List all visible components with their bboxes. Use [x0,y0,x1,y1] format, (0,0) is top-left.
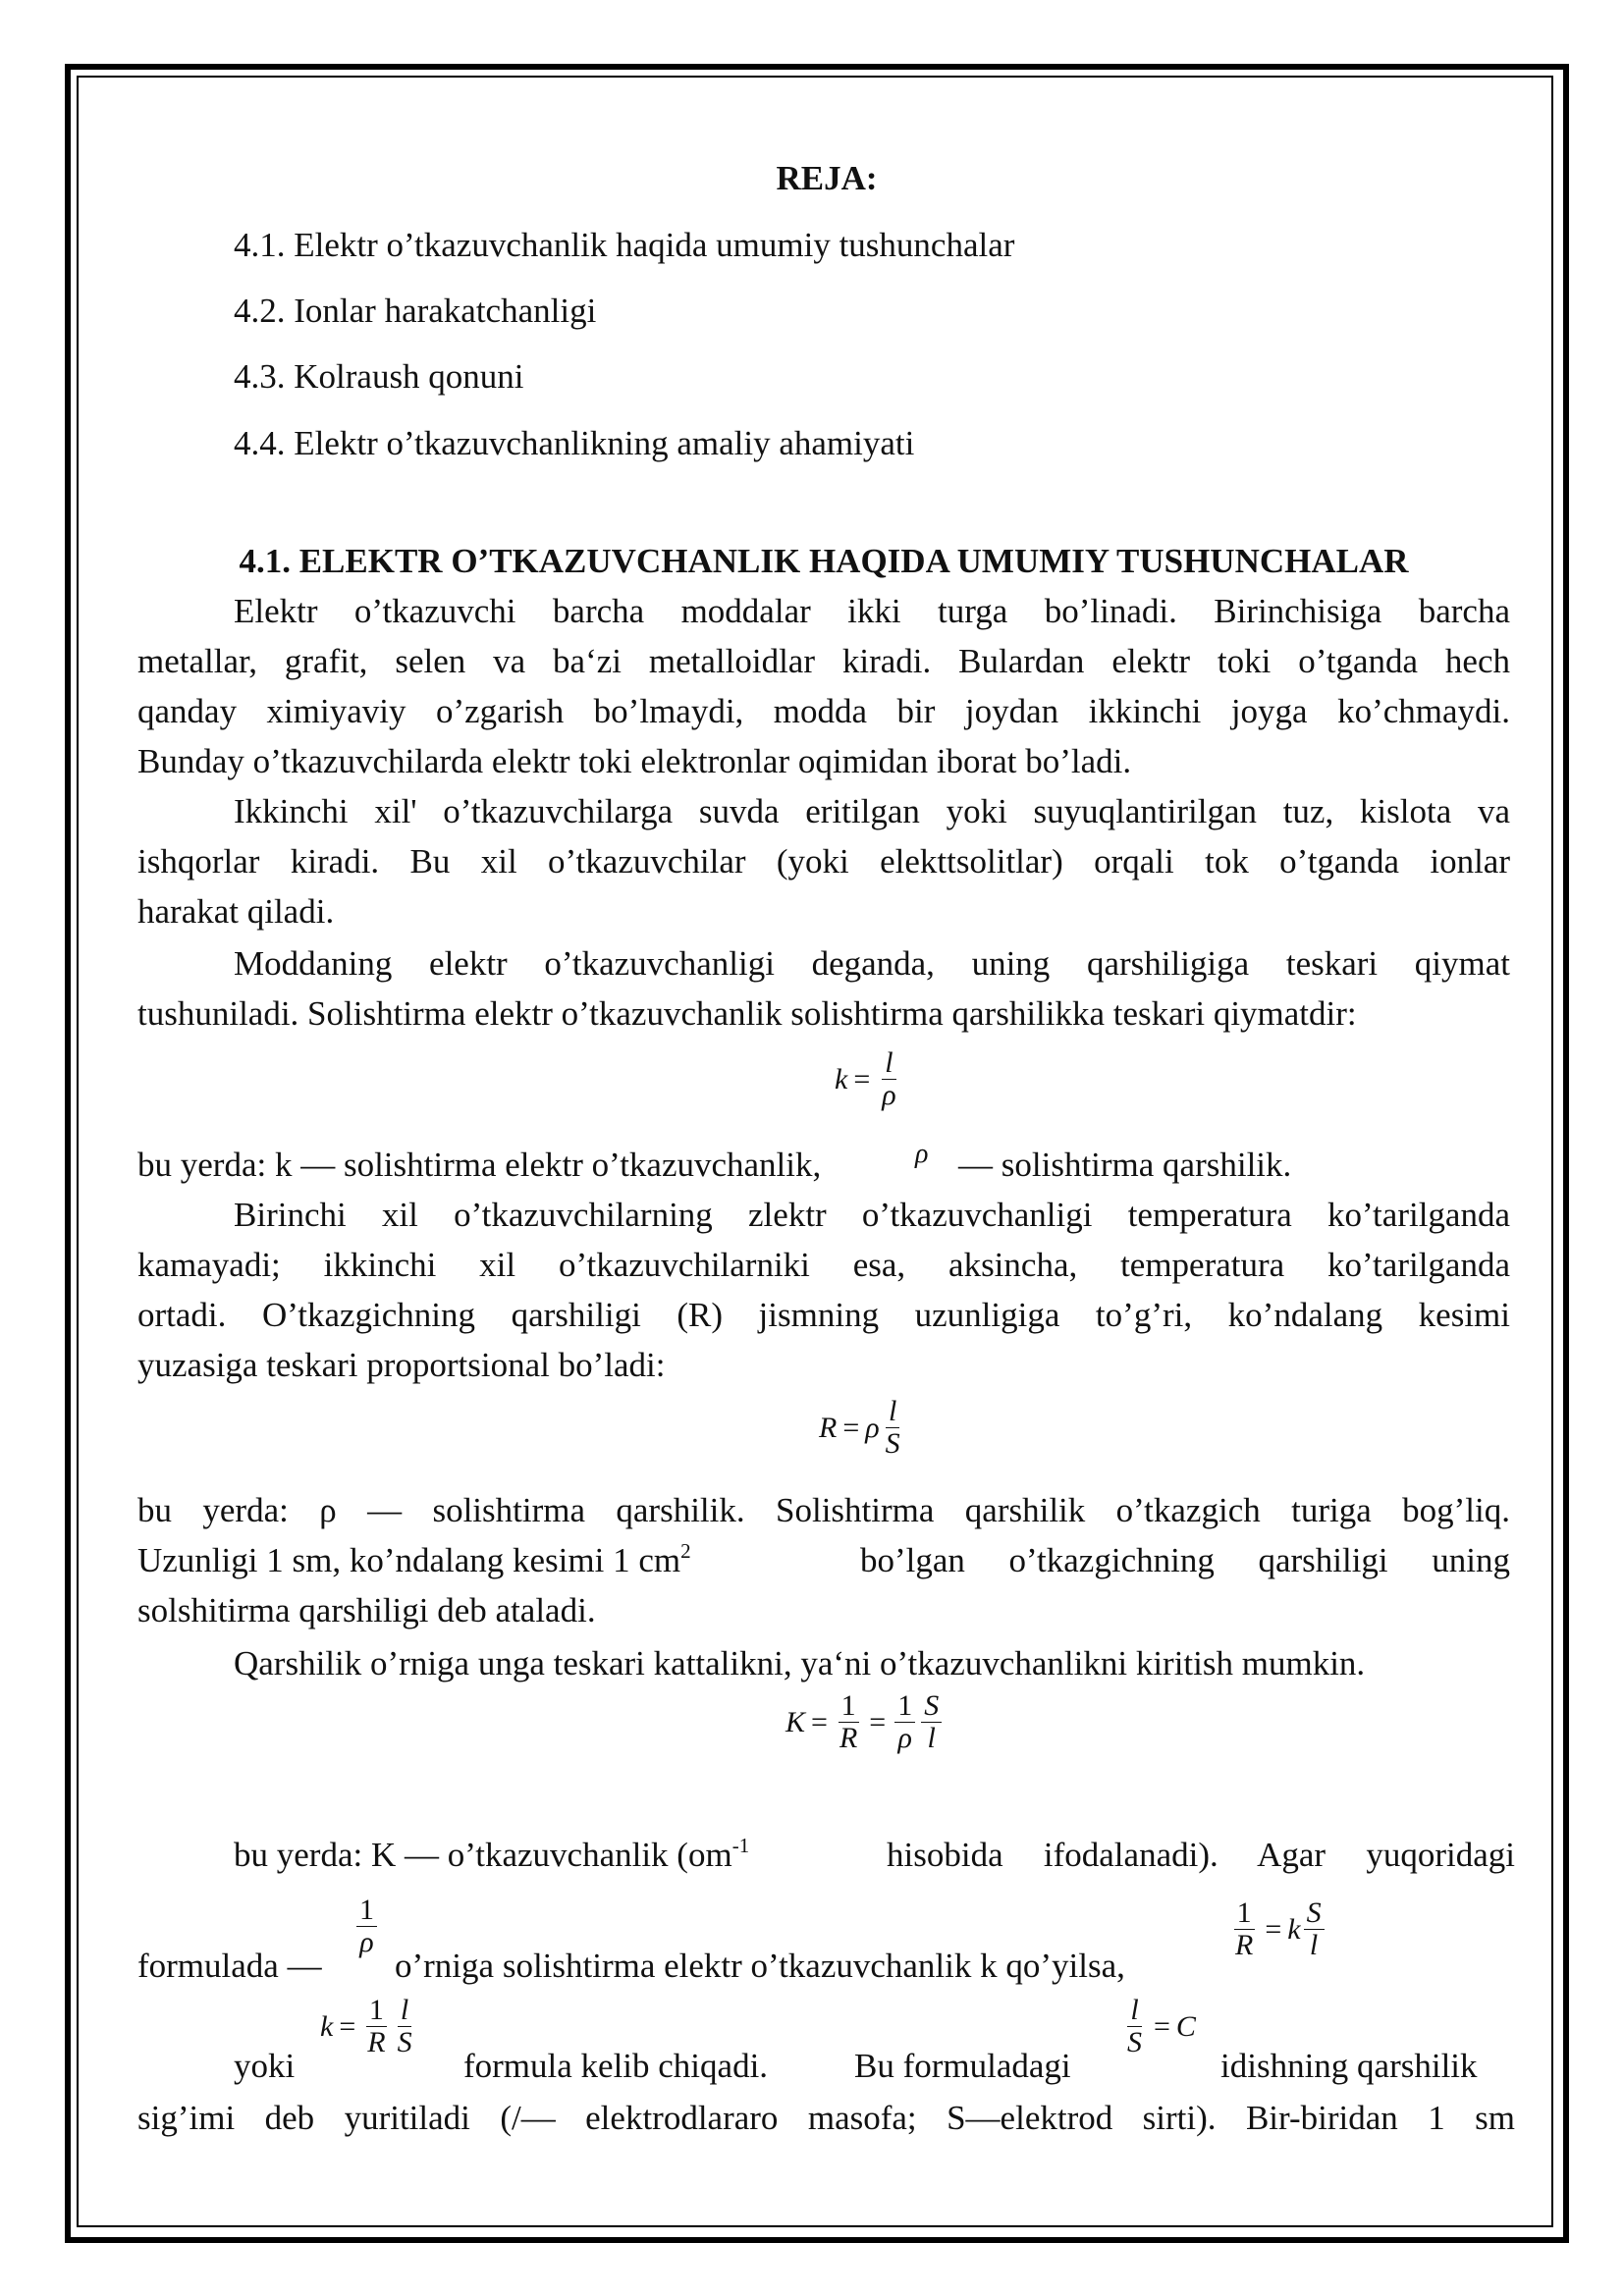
paragraph-line: sig’imi deb yuritiladi (/— elektrodlararo masofa; S—elektrod sirti). Bir-biridan 1 sm [137,2099,1515,2137]
formula-conductance [785,1690,945,1754]
fraction-denominator: S [1127,2026,1142,2058]
paragraph-line: tushuniladi. Solishtirma elektr o’tkazuvchanlik solishtirma qarshilikka teskari qiymatdir: [137,994,1357,1033]
superscript-2: 2 [680,1539,691,1563]
fraction [1304,1897,1325,1961]
fraction [1232,1897,1256,1961]
fraction-denominator: ρ [359,1926,374,1958]
paragraph-line: kamayadi; ikkinchi xil o’tkazuvchilarniki esa, aksincha, temperatura ko’tarilganda [137,1246,1510,1284]
text-segment: bu yerda: K — o’tkazuvchanlik (om [234,1836,732,1874]
fraction [395,1995,415,2058]
fraction-denominator: R [367,2026,386,2058]
fraction [921,1690,942,1754]
formula-one-over-r-equals-k-s-over-l [1229,1897,1327,1961]
paragraph-line: Birinchi xil o’tkazuvchilarning zlektr o’tkazuvchanligi temperatura ko’tarilganda [234,1196,1510,1234]
fraction-numerator: l [1127,1995,1141,2027]
formula-operator: = [869,1705,887,1738]
formula-symbol: k [320,2009,334,2043]
fraction [837,1690,860,1754]
formula-operator: = [842,1411,860,1444]
fraction-denominator: S [397,2026,412,2058]
rho-symbol: ρ [915,1139,929,1169]
paragraph-line-part [137,1539,691,1586]
paragraph-line-part: formulada — [137,1947,322,1985]
fraction-numerator: 1 [1234,1897,1255,1930]
fraction-numerator: 1 [366,1995,387,2027]
paragraph-line: harakat qiladi. [137,892,335,931]
formula-r-equals-rho-l-over-s [819,1396,906,1460]
paragraph-line: Bunday o’tkazuvchilarda elektr toki elektronlar oqimidan iborat bo’ladi. [137,742,1132,780]
fraction-denominator: S [885,1427,900,1460]
fraction-numerator: 1 [894,1690,915,1723]
formula-symbol: k [835,1062,848,1095]
paragraph-line-part: formula kelib chiqadi. [463,2047,769,2085]
paragraph-line: ortadi. O’tkazgichning qarshiligi (R) jismning uzunligiga to’g’ri, ko’ndalang kesimi [137,1296,1510,1334]
formula-symbol: K [785,1705,806,1738]
fraction-numerator: 1 [356,1895,377,1927]
fraction [883,1396,903,1460]
plan-item: 4.2. Ionlar harakatchanligi [234,292,597,330]
formula-symbol: C [1175,2009,1196,2043]
fraction-numerator: S [1304,1897,1325,1930]
paragraph-line: — solishtirma qarshilik. [958,1146,1292,1184]
fraction [894,1690,915,1754]
paragraph-line-part: o’rniga solishtirma elektr o’tkazuvchanlik k qo’yilsa, [395,1947,1125,1985]
paragraph-line: metallar, grafit, selen va ba‘zi metalloidlar kiradi. Bulardan elektr toki o’tganda hech [137,642,1510,680]
formula-operator: = [811,1705,828,1738]
formula-symbol: R [819,1411,838,1444]
superscript-minus-1: -1 [731,1834,750,1857]
fraction [1124,1995,1145,2058]
fraction-denominator: ρ [882,1079,896,1111]
paragraph-line: Qarshilik o’rniga unga teskari kattalikni, ya‘ni o’tkazuvchanlikni kiritish mumkin. [234,1644,1366,1682]
plan-title: REJA: [776,159,878,197]
fraction-numerator: 1 [839,1690,859,1723]
fraction [364,1995,388,2058]
formula-symbol: ρ [865,1411,880,1444]
paragraph-line: Elektr o’tkazuvchi barcha moddalar ikki turga bo’linadi. Birinchisiga barcha [234,592,1510,630]
formula-l-over-s-equals-c [1121,1995,1196,2058]
fraction-numerator: l [398,1995,411,2027]
formula-operator: = [339,2009,356,2043]
fraction [356,1895,377,1958]
fraction-denominator: ρ [897,1722,912,1754]
paragraph-line: solshitirma qarshiligi deb ataladi. [137,1591,596,1629]
formula-k-equals-l-over-rho [835,1047,902,1111]
fraction-denominator: R [839,1722,858,1754]
fraction [879,1047,898,1111]
paragraph-line: Moddaning elektr o’tkazuvchanligi deganda, uning qarshiligiga teskari qiymat [234,944,1510,983]
plan-item: 4.4. Elektr o’tkazuvchanlikning amaliy ahamiyati [234,424,915,462]
paragraph-line-part: idishning qarshilik [1220,2047,1478,2085]
paragraph-line-part: Bu formuladagi [854,2047,1071,2085]
formula-operator: = [853,1062,871,1095]
fraction-denominator: l [1309,1929,1319,1961]
paragraph-line: ishqorlar kiradi. Bu xil o’tkazuvchilar (yoki elekttsolitlar) orqali tok o’tganda ionlar [137,842,1510,881]
plan-item: 4.1. Elektr o’tkazuvchanlik haqida umumiy tushunchalar [234,226,1015,264]
fraction-numerator: l [882,1047,895,1080]
paragraph-line-part: yoki [234,2047,296,2085]
fraction-numerator: l [886,1396,899,1428]
fraction-denominator: R [1235,1929,1254,1961]
fraction-numerator: S [921,1690,942,1723]
formula-one-over-rho [353,1895,380,1958]
plan-item: 4.3. Kolraush qonuni [234,357,524,396]
formula-symbol: k [1287,1912,1301,1946]
section-heading: 4.1. ELEKTR O’TKAZUVCHANLIK HAQIDA UMUMIY TUSHUNCHALAR [239,542,1409,580]
paragraph-line-part: bo’lgan o’tkazgichning qarshiligi uning [860,1541,1510,1579]
paragraph-line: bu yerda: k — solishtirma elektr o’tkazuvchanlik, [137,1146,822,1184]
fraction-denominator: l [927,1722,936,1754]
text-segment: Uzunligi 1 sm, ko’ndalang kesimi 1 cm [137,1541,681,1579]
paragraph-line-part: hisobida ifodalanadi). Agar yuqoridagi [887,1836,1515,1874]
formula-k-equals-one-over-r-l-over-s [320,1995,418,2058]
formula-operator: = [1265,1912,1282,1946]
formula-operator: = [1154,2009,1170,2043]
paragraph-line: qanday ximiyaviy o’zgarish bo’lmaydi, modda bir joydan ikkinchi joyga ko’chmaydi. [137,692,1510,730]
paragraph-line: Ikkinchi xil' o’tkazuvchilarga suvda eritilgan yoki suyuqlantirilgan tuz, kislota va [234,792,1510,830]
paragraph-line: yuzasiga teskari proportsional bo’ladi: [137,1346,666,1384]
paragraph-line: bu yerda: ρ — solishtirma qarshilik. Solishtirma qarshilik o’tkazgich turiga bog’liq. [137,1491,1510,1529]
paragraph-line-part [234,1834,749,1881]
